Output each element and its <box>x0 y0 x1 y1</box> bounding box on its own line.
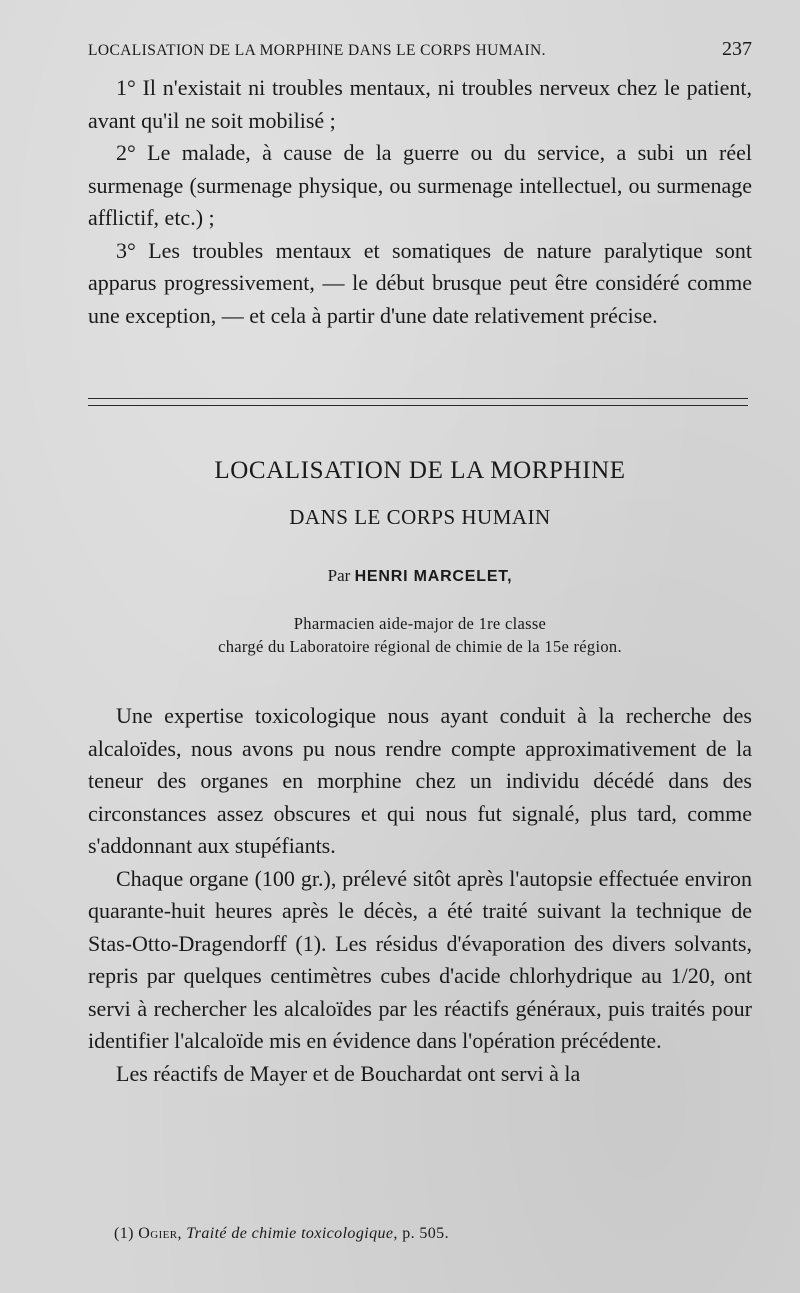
page-number: 237 <box>722 38 752 60</box>
list-item-3: 3° Les troubles mentaux et somatiques de nature paralytique sont apparus progressivement, — le début brusque peut être considéré comme une exception, — et cela à partir d'une date relativement précise. <box>88 237 752 328</box>
byline-prefix: Par <box>327 566 351 585</box>
preceding-article-conclusion <box>88 72 752 332</box>
footnote-marker: (1) <box>114 1225 134 1242</box>
byline <box>88 566 752 586</box>
author-name: HENRI MARCELET, <box>354 568 513 585</box>
separator-rule-bottom <box>88 405 748 406</box>
affiliation-line-2: chargé du Laboratoire régional de chimie de la 15e région. <box>218 637 622 656</box>
footnote-page: p. 505. <box>402 1225 449 1242</box>
body-paragraph-2: Chaque organe (100 gr.), prélevé sitôt après l'autopsie effectuée environ quarante-huit heures après le décès, a été traité suivant la technique de Stas-Otto-Dragendorff (1). Les résidus d'évaporation des divers solvants, repris par quelques centimètres cubes d'acide chlorhydrique au 1/20, ont servi à rechercher les alcaloïdes par les réactifs généraux, puis traités pour identifier l'alcaloïde mis en évidence dans l'opération précédente. <box>88 865 752 1053</box>
article-title-line1: LOCALISATION DE LA MORPHINE <box>214 457 626 484</box>
footnote <box>114 1225 449 1243</box>
running-title: LOCALISATION DE LA MORPHINE DANS LE CORPS HUMAIN. <box>88 42 546 59</box>
separator-rule-top <box>88 398 748 399</box>
article-title-line2: DANS LE CORPS HUMAIN <box>289 505 551 529</box>
footnote-author: Ogier, <box>138 1225 182 1242</box>
body-paragraph-1: Une expertise toxicologique nous ayant conduit à la recherche des alcaloïdes, nous avons pu nous rendre compte approximativement de la teneur des organes en morphine chez un individu décédé dans des circonstances assez obscures et qui nous fut signalé, plus tard, comme s'addonnant aux stupéfiants. <box>88 703 752 858</box>
footnote-work: Traité de chimie toxicologique, <box>186 1225 398 1242</box>
author-affiliation <box>88 612 752 658</box>
body-paragraph-3: Les réactifs de Mayer et de Bouchardat ont servi à la <box>116 1060 581 1086</box>
list-item-1: 1° Il n'existait ni troubles mentaux, ni troubles nerveux chez le patient, avant qu'il ne soit mobilisé ; <box>88 75 752 133</box>
running-header <box>88 38 752 61</box>
article-body <box>88 700 752 1090</box>
list-item-2: 2° Le malade, à cause de la guerre ou du service, a subi un réel surmenage (surmenage physique, ou surmenage intellectuel, ou surmenage afflictif, etc.) ; <box>88 140 752 230</box>
affiliation-line-1: Pharmacien aide-major de 1re classe <box>293 614 547 633</box>
